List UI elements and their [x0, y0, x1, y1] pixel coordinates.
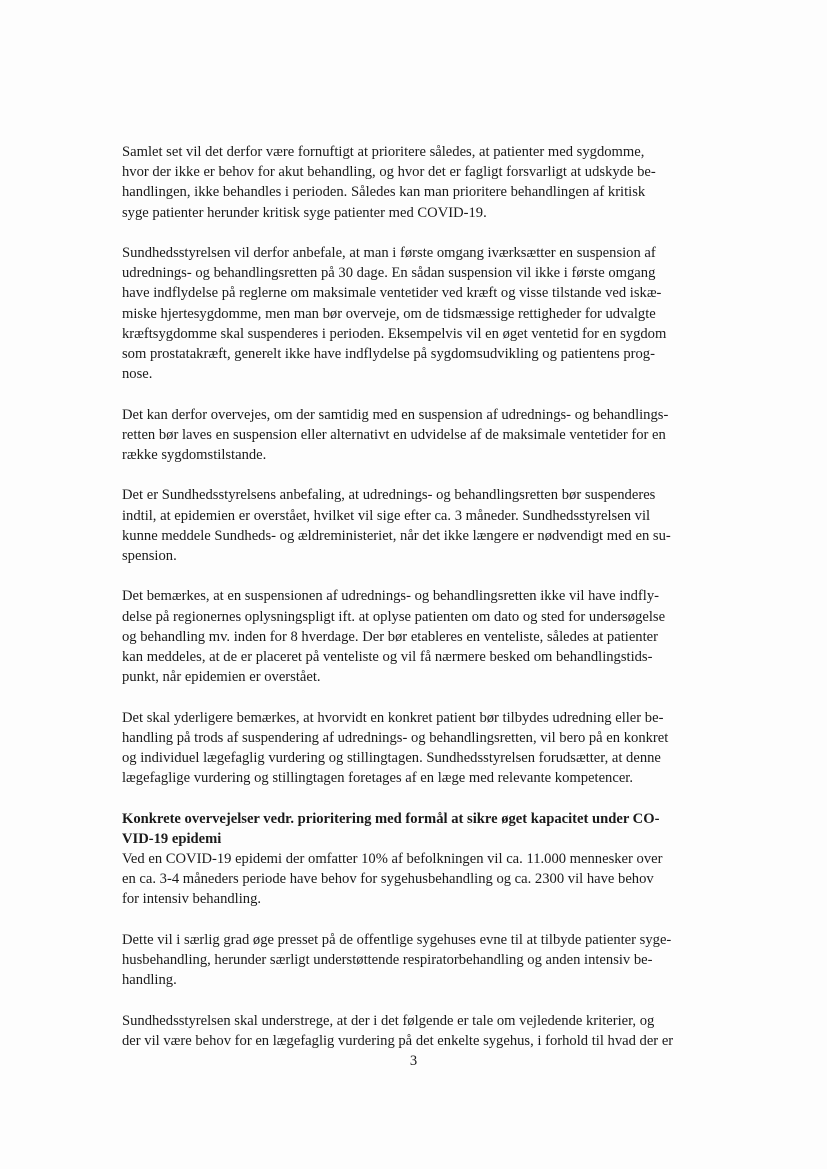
paragraph	[122, 405, 700, 466]
paragraph	[122, 1011, 700, 1051]
text-line: handlingen, ikke behandles i perioden. Således kan man prioritere behandlingen af kritisk	[122, 184, 646, 201]
text-line: hvor der ikke er behov for akut behandling, og hvor det er fagligt forsvarligt at udskyde be-	[122, 164, 656, 181]
heading-line: VID-19 epidemi	[122, 830, 222, 847]
text-line: spension.	[122, 548, 177, 565]
text-line: Dette vil i særlig grad øge presset på de offentlige sygehuses evne til at tilbyde patienter syge-	[122, 931, 672, 948]
text-line: og individuel lægefaglig vurdering og stillingtagen. Sundhedsstyrelsen forudsætter, at denne	[122, 750, 661, 767]
document-body	[122, 142, 700, 1071]
paragraph	[122, 586, 700, 687]
section-heading	[122, 809, 700, 849]
paragraph	[122, 485, 700, 566]
paragraph	[122, 142, 700, 223]
text-line: husbehandling, herunder særligt understøttende respiratorbehandling og anden intensiv be-	[122, 952, 653, 969]
text-line: syge patienter herunder kritisk syge patienter med COVID-19.	[122, 204, 487, 221]
text-line: punkt, når epidemien er overstået.	[122, 669, 321, 686]
text-line: Samlet set vil det derfor være fornuftigt at prioritere således, at patienter med sygdomme,	[122, 144, 645, 160]
text-line: handling.	[122, 972, 177, 989]
text-line: miske hjertesygdomme, men man bør overveje, om de tidsmæssige rettigheder for udvalgte	[122, 305, 656, 322]
text-line: Det kan derfor overvejes, om der samtidig med en suspension af udrednings- og behandlings-	[122, 406, 669, 423]
text-line: som prostatakræft, generelt ikke have indflydelse på sygdomsudvikling og patientens prog-	[122, 346, 655, 363]
text-line: kræftsygdomme skal suspenderes i perioden. Eksempelvis vil en øget ventetid for en sygdom	[122, 325, 667, 342]
text-line: indtil, at epidemien er overstået, hvilket vil sige efter ca. 3 måneder. Sundhedsstyrelsen vil	[122, 507, 651, 524]
text-line: Det er Sundhedsstyrelsens anbefaling, at udrednings- og behandlingsretten bør suspenderes	[122, 487, 656, 504]
heading-line: Konkrete overvejelser vedr. prioritering med formål at sikre øget kapacitet under CO-	[122, 810, 660, 827]
text-line: Sundhedsstyrelsen vil derfor anbefale, at man i første omgang iværksætter en suspension af	[122, 245, 656, 261]
paragraph	[122, 930, 700, 991]
text-line: Det skal yderligere bemærkes, at hvorvidt en konkret patient bør tilbydes udredning eller be-	[122, 709, 664, 726]
text-line: Ved en COVID-19 epidemi der omfatter 10% af befolkningen vil ca. 11.000 mennesker over	[122, 851, 663, 868]
text-line: retten bør laves en suspension eller alternativt en udvidelse af de maksimale ventetider for en	[122, 426, 666, 443]
section-prioritering	[122, 809, 700, 1051]
text-line: udrednings- og behandlingsretten på 30 dage. En sådan suspension vil ikke i første omgang	[122, 265, 656, 282]
text-line: delse på regionernes oplysningspligt ift. at oplyse patienten om dato og sted for undersøgelse	[122, 608, 666, 625]
text-line: handling på trods af suspendering af udrednings- og behandlingsretten, vil bero på en konkret	[122, 729, 669, 746]
text-line: kan meddeles, at de er placeret på venteliste og vil få nærmere besked om behandlingstids-	[122, 649, 653, 666]
text-line: kunne meddele Sundheds- og ældreministeriet, når det ikke længere er nødvendigt med en su-	[122, 527, 671, 544]
paragraph	[122, 708, 700, 789]
text-line: række sygdomstilstande.	[122, 447, 267, 464]
text-line: en ca. 3-4 måneders periode have behov for sygehusbehandling og ca. 2300 vil have behov	[122, 871, 654, 888]
text-line: nose.	[122, 366, 153, 383]
text-line: have indflydelse på reglerne om maksimale ventetider ved kræft og visse tilstande ved iskæ-	[122, 285, 662, 302]
text-line: lægefaglige vurdering og stillingtagen foretages af en læge med relevante kompetencer.	[122, 770, 634, 787]
page-number: 3	[409, 1053, 418, 1069]
text-line: Sundhedsstyrelsen skal understrege, at der i det følgende er tale om vejledende kriterier, og	[122, 1012, 655, 1029]
paragraph	[122, 849, 700, 910]
text-line: og behandling mv. inden for 8 hverdage. Der bør etableres en venteliste, således at patienter	[122, 628, 658, 645]
text-line: Det bemærkes, at en suspensionen af udrednings- og behandlingsretten ikke vil have indfly-	[122, 588, 659, 605]
text-line: der vil være behov for en lægefaglig vurdering på det enkelte sygehus, i forhold til hvad der er	[122, 1032, 674, 1049]
paragraph	[122, 243, 700, 384]
text-line: for intensiv behandling.	[122, 891, 262, 908]
